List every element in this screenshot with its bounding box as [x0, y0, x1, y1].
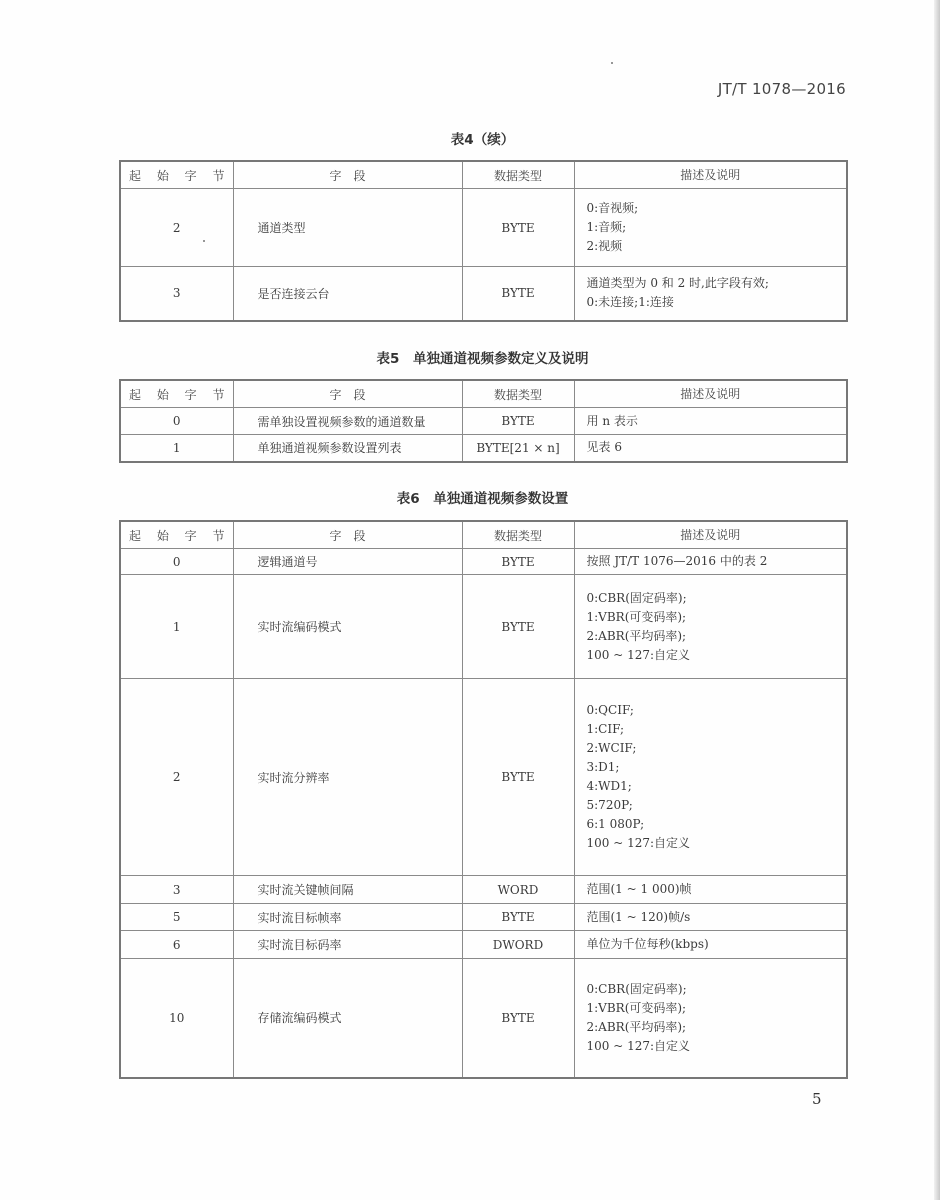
- field-cell: 需单独设置视频参数的通道数量: [233, 408, 462, 435]
- description-line: 按照 JT/T 1076—2016 中的表 2: [586, 554, 768, 568]
- table-row: [120, 679, 847, 876]
- data-type-cell: BYTE: [462, 679, 574, 876]
- table-row: [120, 408, 847, 435]
- data-type-cell: DWORD: [462, 931, 574, 959]
- start-byte-cell: 3: [120, 267, 233, 321]
- description-line: 4:WD1;: [586, 779, 632, 793]
- description-line: 1:CIF;: [586, 722, 625, 736]
- table-row: [120, 435, 847, 462]
- data-type-cell: BYTE: [462, 904, 574, 931]
- table-row: [120, 931, 847, 959]
- start-byte-cell: 0: [120, 408, 233, 435]
- table-header-row: [120, 521, 847, 549]
- header-data-type: 数据类型: [462, 521, 574, 549]
- field-cell: 实时流分辨率: [233, 679, 462, 876]
- table-row: [120, 189, 847, 267]
- start-byte-cell: 6: [120, 931, 233, 959]
- table-header-row: [120, 161, 847, 189]
- field-cell: 实时流目标码率: [233, 931, 462, 959]
- description-cell: [574, 267, 847, 321]
- header-start-byte: 起 始 字 节: [120, 521, 233, 549]
- header-field: 字 段: [233, 161, 462, 189]
- header-description: 描述及说明: [574, 521, 847, 549]
- description-line: 2:ABR(平均码率);: [586, 1019, 687, 1034]
- description-line: 用 n 表示: [586, 413, 638, 428]
- header-field: 字 段: [233, 380, 462, 408]
- description-line: 2:WCIF;: [586, 741, 637, 755]
- table4-caption: 表4（续）: [450, 132, 515, 148]
- description-line: 1:VBR(可变码率);: [586, 1000, 687, 1015]
- start-byte-cell: 1: [120, 435, 233, 462]
- table-row: [120, 959, 847, 1078]
- start-byte-cell: 0: [120, 549, 233, 575]
- field-cell: 通道类型: [233, 189, 462, 267]
- page-number: 5: [812, 1090, 822, 1108]
- description-line: 范围(1 ~ 1 000)帧: [586, 882, 692, 896]
- start-byte-cell: 1: [120, 575, 233, 679]
- header-start-byte: 起 始 字 节: [120, 161, 233, 189]
- table5: [119, 379, 848, 463]
- field-cell: 是否连接云台: [233, 267, 462, 321]
- document-id: JT/T 1078—2016: [717, 80, 846, 98]
- header-description: 描述及说明: [574, 161, 847, 189]
- description-cell: [574, 189, 847, 267]
- data-type-cell: BYTE: [462, 408, 574, 435]
- description-line: 3:D1;: [586, 760, 620, 774]
- field-cell: 实时流目标帧率: [233, 904, 462, 931]
- description-line: 0:音视频;: [586, 201, 639, 215]
- description-line: 0:CBR(固定码率);: [586, 590, 687, 605]
- table4: [119, 160, 848, 322]
- description-cell: [574, 408, 847, 435]
- data-type-cell: BYTE: [462, 575, 574, 679]
- description-line: 100 ~ 127:自定义: [586, 1038, 691, 1053]
- description-line: 2:视频: [586, 239, 623, 253]
- scan-edge-shadow: [934, 0, 940, 1200]
- header-field: 字 段: [233, 521, 462, 549]
- field-cell: 逻辑通道号: [233, 549, 462, 575]
- description-line: 0:QCIF;: [586, 703, 634, 717]
- description-line: 1:音频;: [586, 220, 627, 234]
- table-row: [120, 876, 847, 904]
- description-line: 1:VBR(可变码率);: [586, 609, 687, 624]
- header-description: 描述及说明: [574, 380, 847, 408]
- description-cell: [574, 679, 847, 876]
- description-cell: [574, 904, 847, 931]
- table-row: [120, 904, 847, 931]
- data-type-cell: BYTE: [462, 267, 574, 321]
- header-start-byte: 起 始 字 节: [120, 380, 233, 408]
- description-line: 0:CBR(固定码率);: [586, 981, 687, 996]
- table-header-row: [120, 380, 847, 408]
- field-cell: 单独通道视频参数设置列表: [233, 435, 462, 462]
- table-row: [120, 549, 847, 575]
- start-byte-cell: 2: [120, 679, 233, 876]
- header-data-type: 数据类型: [462, 380, 574, 408]
- table5-caption: 表5 单独通道视频参数定义及说明: [376, 351, 589, 367]
- scan-speck: [611, 62, 613, 64]
- description-line: 单位为千位每秒(kbps): [586, 937, 709, 951]
- field-cell: 实时流关键帧间隔: [233, 876, 462, 904]
- table-row: [120, 575, 847, 679]
- description-line: 2:ABR(平均码率);: [586, 628, 687, 643]
- description-cell: [574, 931, 847, 959]
- description-line: 100 ~ 127:自定义: [586, 836, 691, 850]
- description-cell: [574, 549, 847, 575]
- description-cell: [574, 575, 847, 679]
- table-row: [120, 267, 847, 321]
- data-type-cell: BYTE: [462, 549, 574, 575]
- description-cell: [574, 959, 847, 1078]
- description-cell: [574, 435, 847, 462]
- description-line: 见表 6: [586, 440, 622, 455]
- description-line: 0:未连接;1:连接: [586, 295, 674, 310]
- field-cell: 存储流编码模式: [233, 959, 462, 1078]
- description-line: 范围(1 ~ 120)帧/s: [586, 909, 691, 924]
- start-byte-cell: 3: [120, 876, 233, 904]
- start-byte-cell: 5: [120, 904, 233, 931]
- start-byte-cell: 10: [120, 959, 233, 1078]
- description-cell: [574, 876, 847, 904]
- start-byte-cell: 2: [120, 189, 233, 267]
- field-cell: 实时流编码模式: [233, 575, 462, 679]
- description-line: 6:1 080P;: [586, 817, 645, 831]
- data-type-cell: BYTE: [462, 189, 574, 267]
- data-type-cell: WORD: [462, 876, 574, 904]
- data-type-cell: BYTE[21 × n]: [462, 435, 574, 462]
- table6: [119, 520, 848, 1079]
- description-line: 通道类型为 0 和 2 时,此字段有效;: [586, 276, 769, 291]
- description-line: 100 ~ 127:自定义: [586, 647, 691, 662]
- table6-caption: 表6 单独通道视频参数设置: [396, 491, 569, 507]
- data-type-cell: BYTE: [462, 959, 574, 1078]
- description-line: 5:720P;: [586, 798, 633, 812]
- header-data-type: 数据类型: [462, 161, 574, 189]
